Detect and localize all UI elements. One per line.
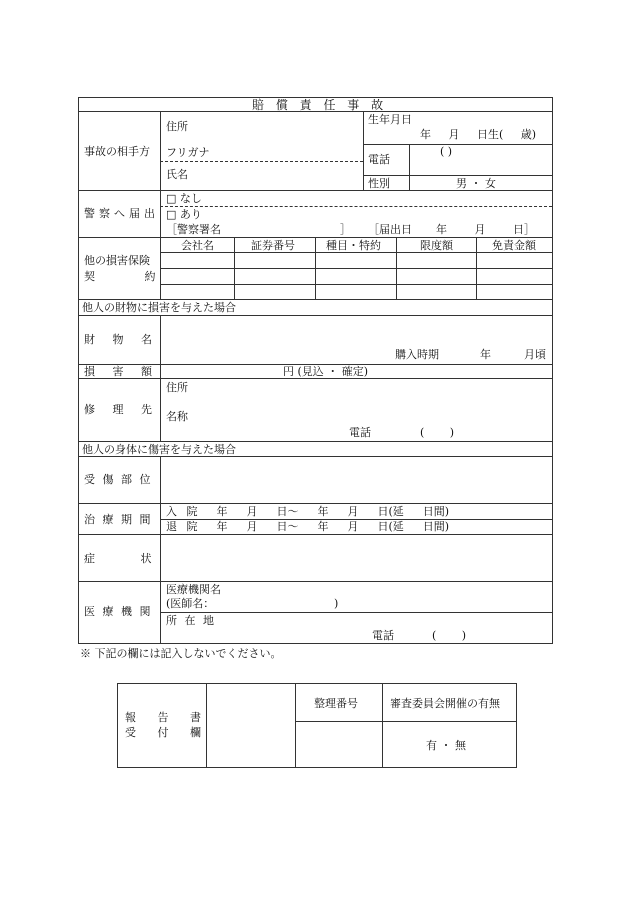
bodily-section-header: 他人の身体に傷害を与えた場合 xyxy=(82,443,236,456)
birthdate-format: 年 月 日生( 歳) xyxy=(420,128,537,141)
sex-options[interactable]: 男 ・ 女 xyxy=(456,177,496,190)
opponent-name-field[interactable] xyxy=(190,163,360,189)
property-section-header: 他人の財物に損害を与えた場合 xyxy=(82,301,236,314)
report-date-label: ［届出日 xyxy=(368,223,412,236)
committee-options: 有 ・ 無 xyxy=(426,739,466,752)
property-item-label: 財 物 名 xyxy=(84,333,152,346)
police-yes-checkbox[interactable]: □ あり xyxy=(166,208,202,221)
report-receipt-field xyxy=(207,684,294,767)
office-use-note: ※ 下記の欄には記入しないでください。 xyxy=(80,647,282,660)
opponent-address-label: 住所 xyxy=(166,120,188,133)
repair-phone-label: 電話 xyxy=(349,426,371,439)
purchase-label: 購入時期 xyxy=(395,348,439,361)
police-station-close: ］ xyxy=(340,223,351,236)
report-receipt-label-2: 受 付 欄 xyxy=(125,726,201,739)
repair-address-label: 住所 xyxy=(166,381,188,394)
purchase-year: 年 xyxy=(480,348,491,361)
birthdate-label: 生年月日 xyxy=(368,113,412,126)
furigana-label: フリガナ xyxy=(166,146,210,159)
purchase-month: 月頃 xyxy=(524,348,546,361)
report-date-format[interactable]: 年 月 日］ xyxy=(436,223,535,236)
col-limit: 限度額 xyxy=(420,239,453,252)
opponent-section-label: 事故の相手方 xyxy=(84,145,150,158)
police-none-checkbox[interactable]: □ なし xyxy=(166,192,202,205)
facility-phone-label: 電話 xyxy=(372,629,394,642)
repair-fields[interactable] xyxy=(195,380,550,424)
police-section-label: 警察へ届出 xyxy=(84,207,159,220)
medical-facility-label: 医 療 機 関 xyxy=(84,605,151,618)
other-insurance-label: 他の損害保険 xyxy=(84,254,150,267)
opponent-phone-paren: ( ) xyxy=(440,145,453,158)
property-item-field[interactable] xyxy=(162,317,551,347)
damage-amount-unit[interactable]: 円 (見込 ・ 確定) xyxy=(283,365,369,378)
admission-row[interactable]: 入 院 年 月 日～ 年 月 日(延 日間) xyxy=(166,505,450,518)
facility-location-label: 所 在 地 xyxy=(166,614,214,627)
symptom-field[interactable] xyxy=(162,536,551,580)
col-company: 会社名 xyxy=(181,239,214,252)
injury-part-label: 受 傷 部 位 xyxy=(84,473,151,486)
police-station-field[interactable] xyxy=(240,222,340,236)
col-policy-no: 証券番号 xyxy=(251,239,295,252)
damage-amount-label: 損 害 額 xyxy=(84,365,152,378)
other-insurance-label-2: 契 約 xyxy=(84,270,156,283)
report-receipt-label: 報 告 書 xyxy=(125,711,201,724)
birthdate-field[interactable] xyxy=(364,126,552,143)
col-deductible: 免責金額 xyxy=(492,239,536,252)
facility-location-field[interactable] xyxy=(222,614,550,628)
treatment-period-label: 治 療 期 間 xyxy=(84,513,151,526)
reference-number-label: 整理番号 xyxy=(314,697,358,710)
opponent-phone-field[interactable] xyxy=(410,145,551,174)
insurance-table-body[interactable] xyxy=(161,253,552,299)
discharge-row[interactable]: 退 院 年 月 日～ 年 月 日(延 日間) xyxy=(166,520,450,533)
facility-phone-paren: ( ) xyxy=(432,629,467,642)
opponent-phone-label: 電話 xyxy=(368,153,390,166)
sex-label: 性別 xyxy=(368,177,390,190)
doctor-name-label: (医師名： xyxy=(166,597,215,610)
doctor-name-field[interactable] xyxy=(220,596,332,610)
opponent-name-label: 氏名 xyxy=(166,168,188,181)
facility-name-label: 医療機関名 xyxy=(166,583,221,596)
opponent-address-field[interactable] xyxy=(190,114,360,142)
doctor-name-close: ) xyxy=(334,597,339,610)
repair-shop-label: 修 理 先 xyxy=(84,403,152,416)
furigana-field[interactable] xyxy=(215,145,360,160)
injury-part-field[interactable] xyxy=(162,458,551,502)
repair-phone-paren: ( ) xyxy=(420,426,455,439)
police-station-label: ［警察署名 xyxy=(166,223,221,236)
committee-label: 審査委員会開催の有無 xyxy=(390,697,500,710)
form-title: 賠 償 責 任 事 故 xyxy=(252,98,388,112)
symptom-label: 症 状 xyxy=(84,552,152,565)
col-type: 種目・特約 xyxy=(326,239,381,252)
repair-name-label: 名称 xyxy=(166,410,188,423)
